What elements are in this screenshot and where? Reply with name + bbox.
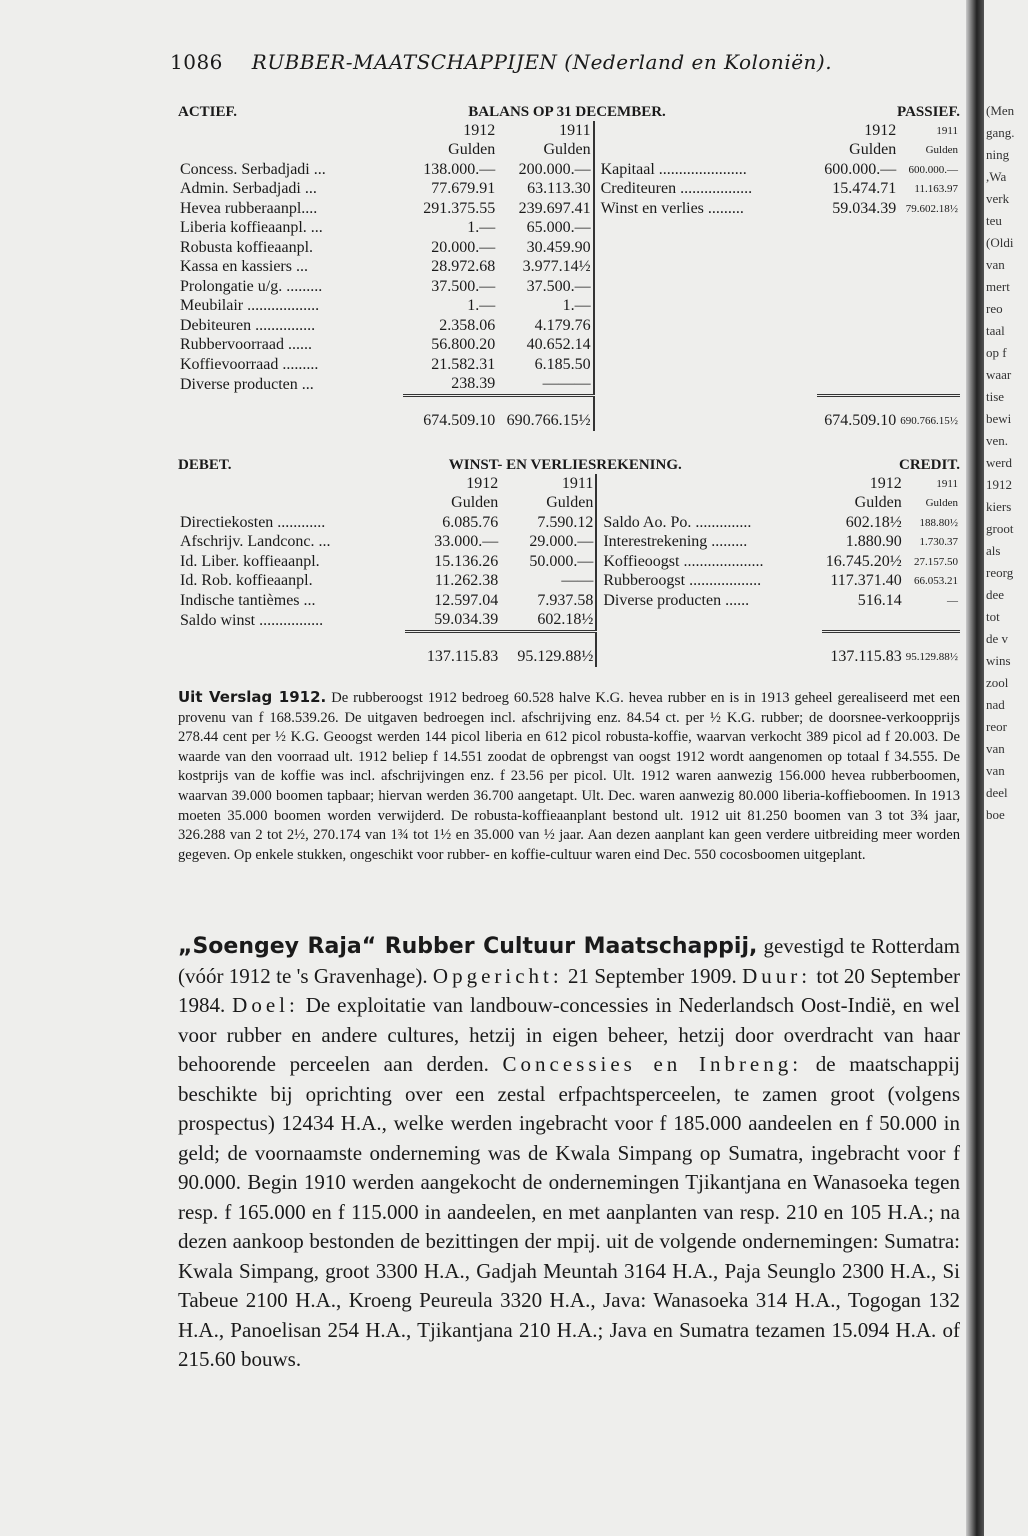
debet-label: Id. Liber. koffieaanpl. (180, 552, 320, 570)
passief-1911: 11.163.97 (914, 183, 958, 196)
currency-label: Gulden (849, 141, 897, 159)
debet-1911: 7.937.58 (537, 591, 594, 609)
spacer (596, 494, 822, 514)
table-row (178, 238, 960, 258)
actief-label: Concess. Serbadjadi ... (180, 160, 326, 178)
passief-1912: 59.034.39 (832, 199, 897, 217)
actief-1912: 37.500.— (431, 277, 496, 295)
margin-fragment: dee (986, 587, 1005, 602)
table-row (178, 277, 960, 297)
credit-1912: 516.14 (857, 591, 902, 609)
actief-label: Robusta koffieaanpl. (180, 238, 314, 256)
header-title: RUBBER-MAATSCHAPPIJEN (Nederland en Koloniën). (251, 50, 833, 74)
actief-1912: 238.39 (451, 375, 496, 393)
total-1912: 674.509.10 (817, 396, 899, 431)
currency-label: Gulden (854, 494, 902, 512)
spacer (178, 494, 405, 514)
spacer (594, 396, 817, 431)
table-row (178, 533, 960, 553)
margin-fragment: van (986, 257, 1005, 272)
credit-caption: CREDIT. (899, 457, 960, 473)
margin-fragment: (Oldi (986, 235, 1014, 250)
passief-caption: PASSIEF. (897, 104, 960, 120)
passief-1912 (817, 238, 899, 258)
report-text: De rubberoogst 1912 bedroeg 60.528 halve K.G. hevea rubber en is in 1913 geheel gerealiseerd met een provenu van f 168.539.26. De uitgaven bedroegen incl. afschrijving enz. 84.54 ct. per ½ K.G. rubber; de doorsnee-verkoopprijs 278.44 cent per ½ K.G. Geoogst werden 144 picol liberia en 612 picol robusta-koffie, waarvan verkocht 389 picol ad f 20.003. De waarde van den voorraad ult. 1912 beliep f 14.551 zoodat de opbrengst van oogst 1912 wordt aangenomen op totaal f 34.555. De kostprijs van de koffie was incl. afschrijvingen enz. f 23.56 per picol. Ult. 1912 waren aanwezig 156.000 hevea rubberboomen, waarvan 39.000 boomen tapbaar; hiervan werden 36.700 aangetapt. Ult. Dec. waren aanwezig 80.000 liberia-koffieboomen. In 1913 moeten 35.000 boomen worden verwijderd. De robusta-koffieaanplant bestond ult. 1912 uit 81.250 boomen van 3 tot 3¾ jaar, 326.288 van 2 tot 2½, 270.174 van 1¾ tot 1½ en 35.000 van ½ jaar. Aan dezen aanplant kan geen verdere uitbreiding meer worden gegeven. Op enkele stukken, ongeschikt voor rubber- en koffie-cultuur waren eind Dec. 550 cocosboomen uitgeplant. (178, 690, 960, 863)
passief-1912: 600.000.— (824, 160, 897, 178)
credit-label (596, 611, 822, 632)
margin-fragment: reor (986, 719, 1007, 734)
passief-1911 (898, 238, 960, 258)
label-duur: Duur: (742, 963, 812, 988)
margin-fragment: reo (986, 301, 1003, 316)
passief-label (594, 336, 817, 356)
actief-1911: 3.977.14½ (522, 258, 591, 276)
table-row (178, 572, 960, 592)
concessions-text: de maatschappij beschikte bij oprichting over een zestal erfpachtsperceelen, te zamen groot (volgens prospectus) 12434 H.A., welke werden ingebracht voor f 185.000 aandeelen en f 50.000 in geld; de voornaamste onderneming was de Kwala Simpang op Sumatra, ingebracht voor f 90.000. Begin 1910 werden aangekocht de ondernemingen Tjikantjana en Wanasoeka tegen resp. f 165.000 en f 115.000 in aandeelen, en met aanplanten van resp. 210 en 105 H.A.; na dezen aankoop bestonden de bezittingen der mpij. uit de volgende ondernemingen: Sumatra: Kwala Simpang, groot 3300 H.A., Gadjah Meuntah 3164 H.A., Paja Seunglo 2300 H.A., Si Tabeue 2100 H.A., Kroeng Peureula 3320 H.A., Java: Wanasoeka 314 H.A., Togogan 132 H.A., Panoelisan 254 H.A., Tjikantjana 210 H.A.; Java en Sumatra tezamen 15.094 H.A. of 215.60 bouws. (178, 1052, 961, 1371)
currency-label: Gulden (451, 494, 499, 512)
total-1911: 95.129.88½ (904, 632, 960, 667)
margin-fragment: kiers (986, 499, 1012, 514)
spacer (594, 141, 817, 161)
total-1912: 674.509.10 (403, 396, 497, 431)
total-1912: 137.115.83 (405, 632, 500, 667)
credit-1912: 117.371.40 (830, 572, 902, 590)
spacer (178, 121, 403, 141)
margin-fragment: tise (986, 389, 1005, 404)
table-row (178, 199, 960, 219)
debet-label: Afschrijv. Landconc. ... (180, 533, 331, 551)
pl-title: WINST- EN VERLIESREKENING. (448, 457, 682, 473)
actief-label: Debiteuren ............... (180, 316, 316, 334)
credit-label: Koffieoogst .................... (596, 552, 822, 572)
margin-fragment: werd (986, 455, 1012, 470)
passief-1912 (817, 219, 899, 239)
passief-label (594, 375, 817, 396)
year-label: 1911 (936, 124, 958, 137)
credit-1911: — (947, 594, 958, 607)
actief-1912: 28.972.68 (431, 258, 496, 276)
year-label: 1912 (869, 474, 902, 492)
debet-1911: —— (561, 572, 594, 590)
year-label: 1912 (463, 121, 496, 139)
debet-1911: 50.000.— (529, 552, 594, 570)
debet-1912: 11.262.38 (434, 572, 499, 590)
year-label: 1911 (561, 474, 594, 492)
spacer (596, 474, 822, 494)
passief-label: Winst en verlies ......... (594, 199, 817, 219)
actief-1911: 63.113.30 (527, 180, 591, 198)
company-paragraph (178, 932, 960, 1375)
credit-1911: 188.80½ (919, 516, 958, 529)
passief-1911 (898, 297, 960, 317)
totals-row (178, 632, 960, 667)
debet-label: Directiekosten ............ (180, 513, 326, 531)
actief-1912: 138.000.— (423, 160, 496, 178)
actief-1912: 56.800.20 (431, 336, 496, 354)
margin-fragment: gang. (986, 125, 1015, 140)
currency-label: Gulden (543, 141, 591, 159)
passief-1911: 600.000.— (908, 163, 958, 176)
actief-1911: 40.652.14 (526, 336, 591, 354)
credit-1911 (904, 611, 960, 632)
table-row (178, 297, 960, 317)
debet-1912: 6.085.76 (442, 513, 499, 531)
balance-table (178, 121, 960, 431)
table-row (178, 552, 960, 572)
currency-label: Gulden (925, 497, 958, 510)
actief-label: Kassa en kassiers ... (180, 258, 308, 276)
actief-1911: ——— (542, 375, 591, 393)
actief-1911: 37.500.— (526, 277, 591, 295)
table-row (178, 180, 960, 200)
spacer (178, 396, 403, 431)
company-seat: gevestigd te Rotterdam (vóór 1912 te 's Gravenhage). (178, 934, 960, 988)
spacer (178, 141, 403, 161)
debet-caption: DEBET. (178, 457, 232, 473)
margin-fragment: van (986, 741, 1005, 756)
credit-1911: 27.157.50 (914, 555, 958, 568)
adjacent-page-margin (986, 100, 1028, 826)
passief-1911 (898, 355, 960, 375)
margin-fragment: waar (986, 367, 1012, 382)
actief-1911: 4.179.76 (534, 316, 591, 334)
actief-1912: 77.679.91 (431, 180, 496, 198)
year-label: 1912 (864, 121, 897, 139)
passief-1911 (898, 336, 960, 356)
table-row (178, 219, 960, 239)
passief-label (594, 219, 817, 239)
actief-label: Meubilair .................. (180, 297, 320, 315)
actief-1911: 200.000.— (518, 160, 591, 178)
credit-1912 (822, 611, 904, 632)
margin-fragment: boe (986, 807, 1005, 822)
balance-title: BALANS OP 31 DECEMBER. (468, 104, 666, 120)
column-header-row (178, 121, 960, 141)
actief-label: Liberia koffieaanpl. ... (180, 219, 323, 237)
actief-1912: 291.375.55 (423, 199, 496, 217)
passief-1911 (898, 316, 960, 336)
actief-label: Hevea rubberaanpl.... (180, 199, 318, 217)
margin-fragment: op f (986, 345, 1007, 360)
actief-label: Diverse producten ... (180, 376, 314, 393)
report-paragraph (178, 688, 960, 865)
actief-label: Admin. Serbadjadi ... (180, 180, 317, 198)
table-row (178, 611, 960, 632)
passief-1912 (817, 277, 899, 297)
actief-1912: 20.000.— (431, 238, 496, 256)
margin-fragment: ,Wa (986, 169, 1007, 184)
passief-label (594, 316, 817, 336)
actief-1911: 6.185.50 (534, 355, 591, 373)
table-row (178, 316, 960, 336)
actief-caption: ACTIEF. (178, 104, 238, 120)
totals-row (178, 396, 960, 431)
margin-fragment: nad (986, 697, 1005, 712)
passief-1912 (817, 375, 899, 396)
running-header (170, 50, 832, 74)
actief-1912: 21.582.31 (431, 355, 496, 373)
actief-1911: 1.— (562, 297, 591, 315)
debet-label: Indische tantièmes ... (180, 591, 316, 609)
actief-1911: 65.000.— (526, 219, 591, 237)
credit-1911: 66.053.21 (914, 575, 958, 588)
total-1911: 690.766.15½ (497, 396, 593, 431)
passief-1912 (817, 297, 899, 317)
debet-label: Id. Rob. koffieaanpl. (180, 572, 313, 590)
column-header-row (178, 474, 960, 494)
passief-label (594, 355, 817, 375)
total-1911: 95.129.88½ (500, 632, 596, 667)
profit-loss-account (178, 457, 960, 667)
debet-1911: 29.000.— (529, 533, 594, 551)
debet-1912: 59.034.39 (434, 611, 499, 629)
debet-1911: 602.18½ (537, 611, 594, 629)
margin-fragment: 1912 (986, 477, 1012, 492)
column-header-row (178, 141, 960, 161)
table-row (178, 160, 960, 180)
label-doel: Doel: (232, 993, 299, 1017)
debet-label: Saldo winst ................ (180, 612, 324, 629)
margin-fragment: mert (986, 279, 1010, 294)
founded-text: 21 September 1909. (568, 963, 737, 988)
margin-fragment: (Men (986, 103, 1015, 118)
page-number: 1086 (170, 50, 223, 74)
credit-1912: 1.880.90 (845, 533, 902, 551)
margin-fragment: teu (986, 213, 1002, 228)
debet-1911: 7.590.12 (537, 513, 594, 531)
table-row (178, 258, 960, 278)
margin-fragment: de v (986, 631, 1009, 646)
margin-fragment: deel (986, 785, 1008, 800)
spacer (178, 474, 405, 494)
spacer (594, 121, 817, 141)
margin-fragment: tot (986, 609, 1000, 624)
credit-1912: 16.745.20½ (825, 552, 902, 570)
passief-label (594, 297, 817, 317)
margin-fragment: taal (986, 323, 1005, 338)
actief-1912: 1.— (467, 219, 496, 237)
passief-1911 (898, 219, 960, 239)
margin-fragment: zool (986, 675, 1009, 690)
margin-fragment: verk (986, 191, 1010, 206)
table-row (178, 375, 960, 396)
company-name: „Soengey Raja“ Rubber Cultuur Maatschappij, (178, 934, 758, 959)
margin-fragment: wins (986, 653, 1011, 668)
table-row (178, 336, 960, 356)
year-label: 1911 (936, 477, 958, 490)
passief-1912 (817, 258, 899, 278)
margin-fragment: van (986, 763, 1005, 778)
currency-label: Gulden (546, 494, 594, 512)
currency-label: Gulden (925, 144, 958, 157)
passief-1911 (898, 258, 960, 278)
purpose-text: De exploitatie van landbouw-concessies in Nederlandsch Oost-Indië, en wel voor rubber en andere cultures, hetzij in eigen beheer, hetzij door overdracht van haar behoorende perceelen aan derden. (178, 993, 960, 1076)
actief-1911: 239.697.41 (518, 199, 591, 217)
actief-1912: 1.— (467, 297, 496, 315)
credit-label: Saldo Ao. Po. .............. (596, 513, 822, 533)
passief-1912 (817, 316, 899, 336)
credit-label: Rubberoogst .................. (596, 572, 822, 592)
credit-label: Diverse producten ...... (596, 591, 822, 611)
label-concessies: Concessies en Inbreng: (502, 1052, 803, 1076)
passief-1912 (817, 355, 899, 375)
pl-table (178, 474, 960, 667)
margin-fragment: reorg (986, 565, 1014, 580)
balance-sheet (178, 104, 960, 431)
label-opgericht: Opgericht: (432, 963, 563, 988)
passief-1912 (817, 336, 899, 356)
year-label: 1911 (559, 121, 591, 139)
table-row (178, 591, 960, 611)
passief-1912: 15.474.71 (832, 180, 897, 198)
actief-1912: 2.358.06 (439, 316, 496, 334)
total-1912: 137.115.83 (822, 632, 904, 667)
credit-1911: 1.730.37 (919, 536, 958, 549)
margin-fragment: als (986, 543, 1001, 558)
spacer (596, 632, 822, 667)
spacer (178, 632, 405, 667)
year-label: 1912 (466, 474, 499, 492)
passief-label (594, 238, 817, 258)
debet-1912: 12.597.04 (434, 591, 499, 609)
actief-1911: 30.459.90 (526, 238, 591, 256)
column-header-row (178, 494, 960, 514)
duration-text: tot 20 September 1984. (178, 963, 961, 1017)
margin-fragment: bewi (986, 411, 1012, 426)
passief-1911: 79.602.18½ (905, 202, 958, 215)
book-gutter (966, 0, 984, 1536)
passief-1911 (898, 277, 960, 297)
passief-label (594, 277, 817, 297)
actief-label: Prolongatie u/g. ......... (180, 277, 323, 295)
table-row (178, 513, 960, 533)
debet-1912: 33.000.— (434, 533, 499, 551)
actief-label: Koffievoorraad ......... (180, 355, 319, 373)
passief-label: Crediteuren .................. (594, 180, 817, 200)
table-row (178, 355, 960, 375)
credit-1912: 602.18½ (845, 513, 902, 531)
passief-label: Kapitaal ...................... (594, 160, 817, 180)
actief-label: Rubbervoorraad ...... (180, 336, 312, 354)
total-1911: 690.766.15½ (898, 396, 960, 431)
passief-label (594, 258, 817, 278)
report-heading: Uit Verslag 1912. (178, 688, 327, 706)
currency-label: Gulden (448, 141, 496, 159)
passief-1911 (898, 375, 960, 396)
margin-fragment: groot (986, 521, 1014, 536)
debet-1912: 15.136.26 (434, 552, 499, 570)
credit-label: Interestrekening ......... (596, 533, 822, 553)
margin-fragment: ven. (986, 433, 1009, 448)
margin-fragment: ning (986, 147, 1010, 162)
